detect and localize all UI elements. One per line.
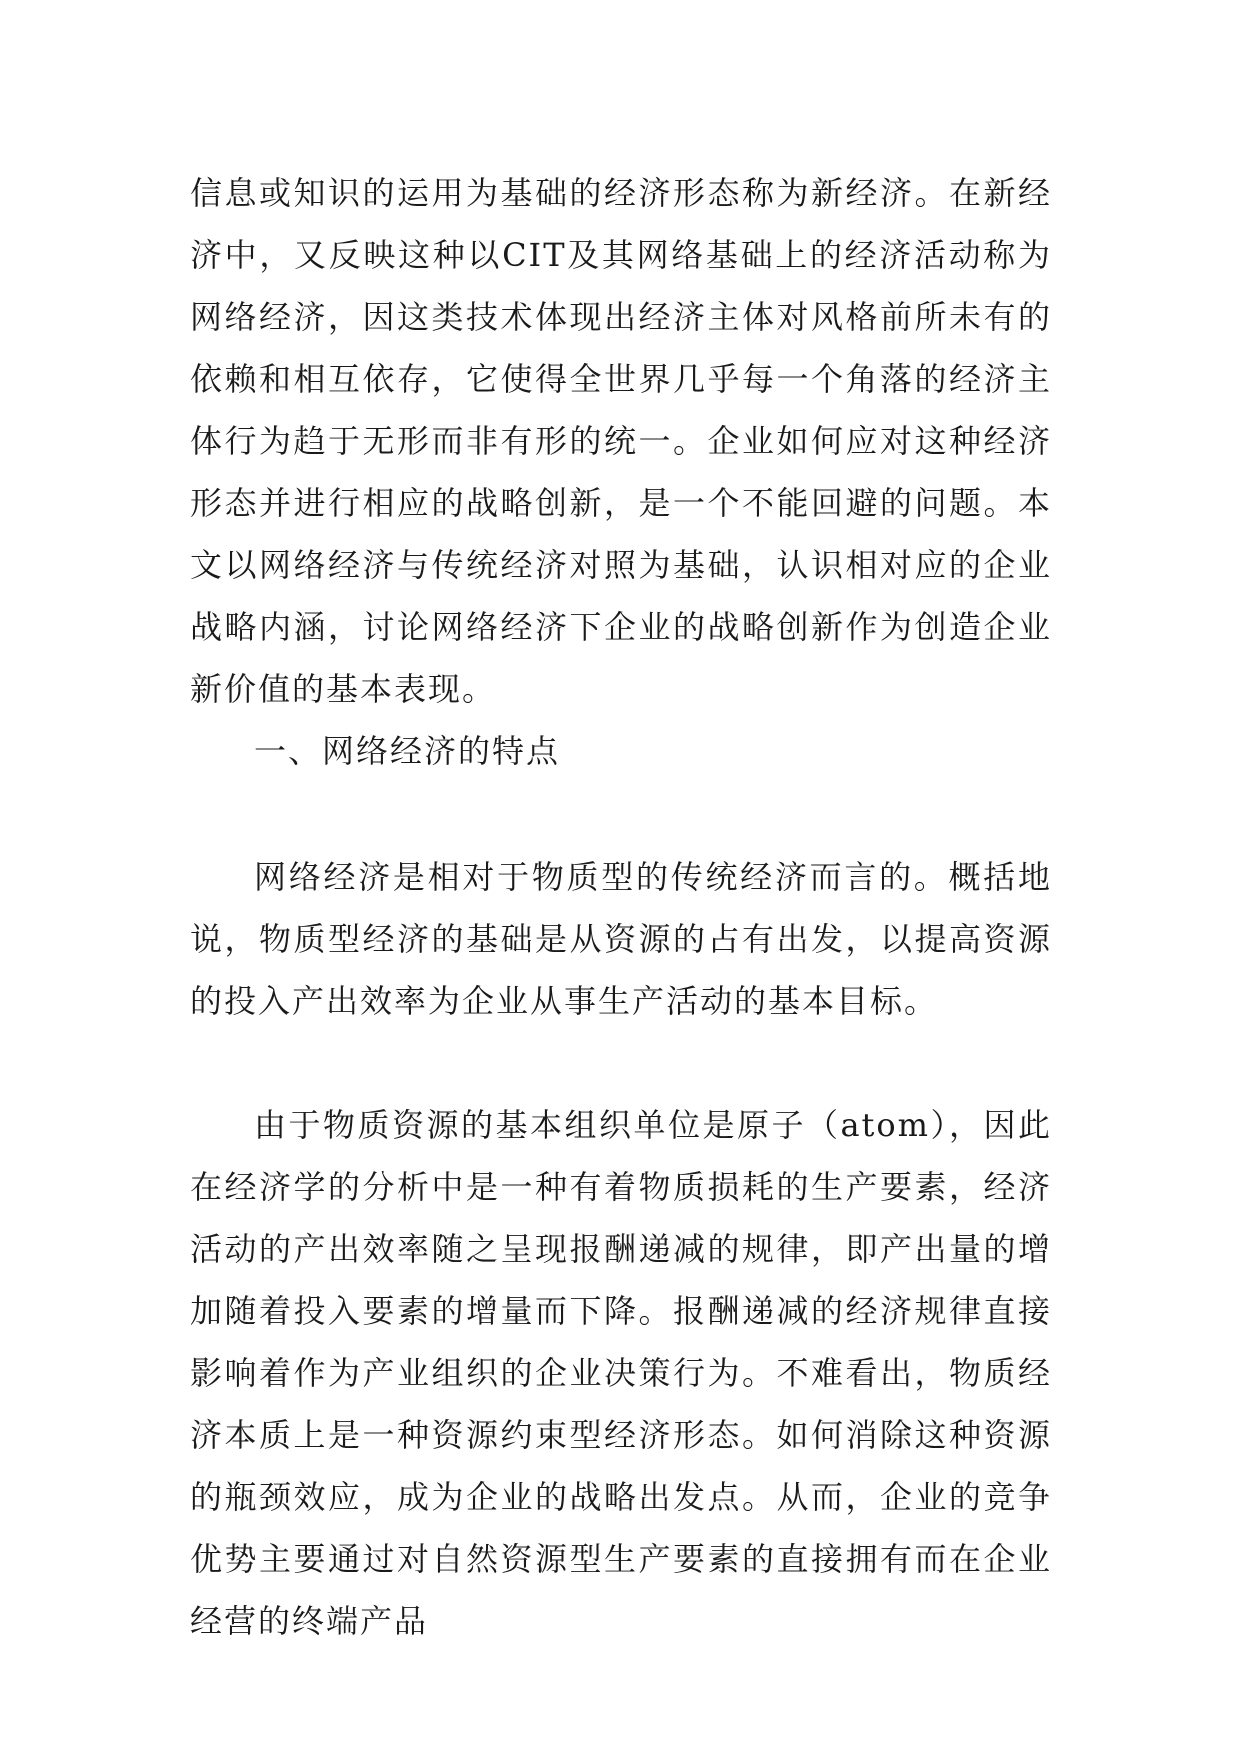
document-body xyxy=(190,162,1052,1652)
section-heading: 一、网络经济的特点 xyxy=(254,732,561,770)
paragraph-material-resources: 由于物质资源的基本组织单位是原子（atom），因此在经济学的分析中是一种有着物质损耗的生产要素，经济活动的产出效率随之呈现报酬递减的规律，即产出量的增加随着投入要素的增量而下降。报酬递减的经济规律直接影响着作为产业组织的企业决策行为。不难看出，物质经济本质上是一种资源约束型经济形态。如何消除这种资源的瓶颈效应，成为企业的战略出发点。从而，企业的竞争优势主要通过对自然资源型生产要素的直接拥有而在企业经营的终端产品 xyxy=(190,1106,1052,1640)
paragraph-intro: 信息或知识的运用为基础的经济形态称为新经济。在新经济中，又反映这种以CIT及其网络基础上的经济活动称为网络经济，因这类技术体现出经济主体对风格前所未有的依赖和相互依存，它使得全世界几乎每一个角落的经济主体行为趋于无形而非有形的统一。企业如何应对这种经济形态并进行相应的战略创新，是一个不能回避的问题。本文以网络经济与传统经济对照为基础，认识相对应的企业战略内涵，讨论网络经济下企业的战略创新作为创造企业新价值的基本表现。 xyxy=(190,174,1052,708)
paragraph-network-economy: 网络经济是相对于物质型的传统经济而言的。概括地说，物质型经济的基础是从资源的占有出发，以提高资源的投入产出效率为企业从事生产活动的基本目标。 xyxy=(190,858,1052,1020)
